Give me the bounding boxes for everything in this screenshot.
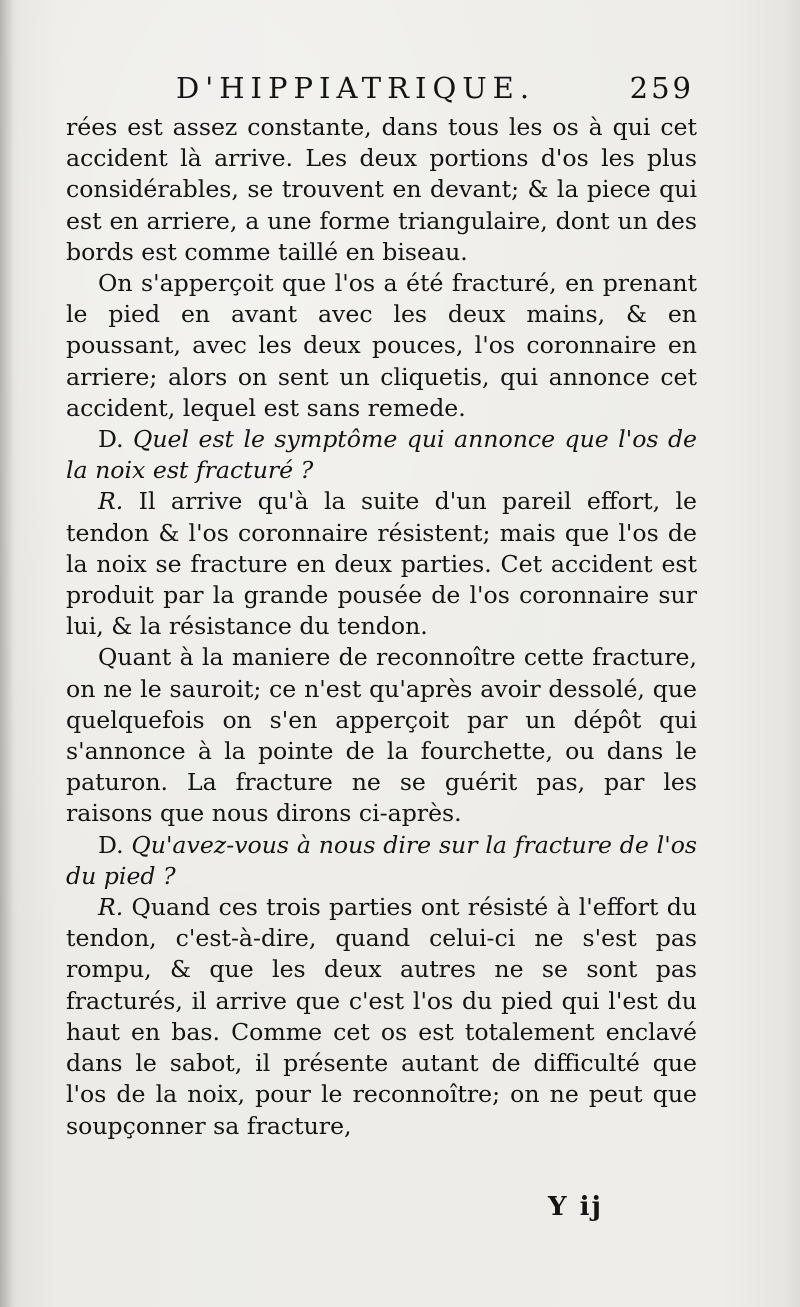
paragraph-body — [66, 642, 697, 829]
paragraph-text: On s'apperçoit que l'os a été fracturé, en prenant le pied en avant avec les deux mains, & en poussant, avec les deux pouces, l'os coronnaire en arriere; alors on sent un cliquetis, qui annonce cet accident, lequel est sans remede. — [66, 269, 697, 422]
paragraph-body — [66, 268, 697, 424]
question-paragraph — [66, 830, 697, 892]
answer-paragraph — [66, 892, 697, 1142]
page-number: 259 — [629, 71, 694, 105]
answer-label: R. — [98, 893, 124, 922]
answer-label: R. — [98, 487, 124, 516]
question-paragraph — [66, 424, 697, 486]
paragraph-continuation — [66, 112, 697, 268]
spine-shadow — [0, 0, 14, 1307]
paragraph-text: rées est assez constante, dans tous les os à qui cet accident là arrive. Les deux portions d'os les plus considérables, se trouvent en devant; & la piece qui est en arriere, a une forme triangulaire, dont un des bords est comme taillé en biseau. — [66, 113, 697, 266]
running-head-title: D'HIPPIATRIQUE. — [176, 71, 536, 105]
running-head — [68, 66, 700, 110]
question-label: D. — [98, 830, 124, 859]
signature-mark: Y ij — [548, 1192, 603, 1222]
question-text: Qu'avez-vous à nous dire sur la fracture de l'os du pied ? — [66, 830, 698, 890]
paragraph-text: Quant à la maniere de reconnoître cette fracture, on ne le sauroit; ce n'est qu'après avoir dessolé, que quelquefois on s'en apperçoit par un dépôt qui s'annonce à la pointe de la fourchette, ou dans le paturon. La fracture ne se guérit pas, par les raisons que nous dirons ci-après. — [66, 643, 697, 828]
answer-text: Il arrive qu'à la suite d'un pareil effort, le tendon & l'os coronnaire résistent; mais que l'os de la noix se fracture en deux parties. Cet accident est produit par la grande pousée de l'os coronnaire sur lui, & la résistance du tendon. — [66, 487, 698, 641]
answer-paragraph — [66, 486, 697, 642]
question-text: Quel est le symptôme qui annonce que l'os de la noix est fracturé ? — [66, 425, 698, 485]
question-label: D. — [98, 425, 124, 454]
answer-text: Quand ces trois parties ont résisté à l'effort du tendon, c'est-à-dire, quand celui-ci ne s'est pas rompu, & que les deux autres ne se sont pas fracturés, il arrive que c'est l'os du pied qui l'est du haut en bas. Comme cet os est totalement enclavé dans le sabot, il présente autant de difficulté que l'os de la noix, pour le reconnoître; on ne peut que soupçonner sa fracture, — [66, 893, 697, 1140]
main-text — [66, 112, 697, 1142]
